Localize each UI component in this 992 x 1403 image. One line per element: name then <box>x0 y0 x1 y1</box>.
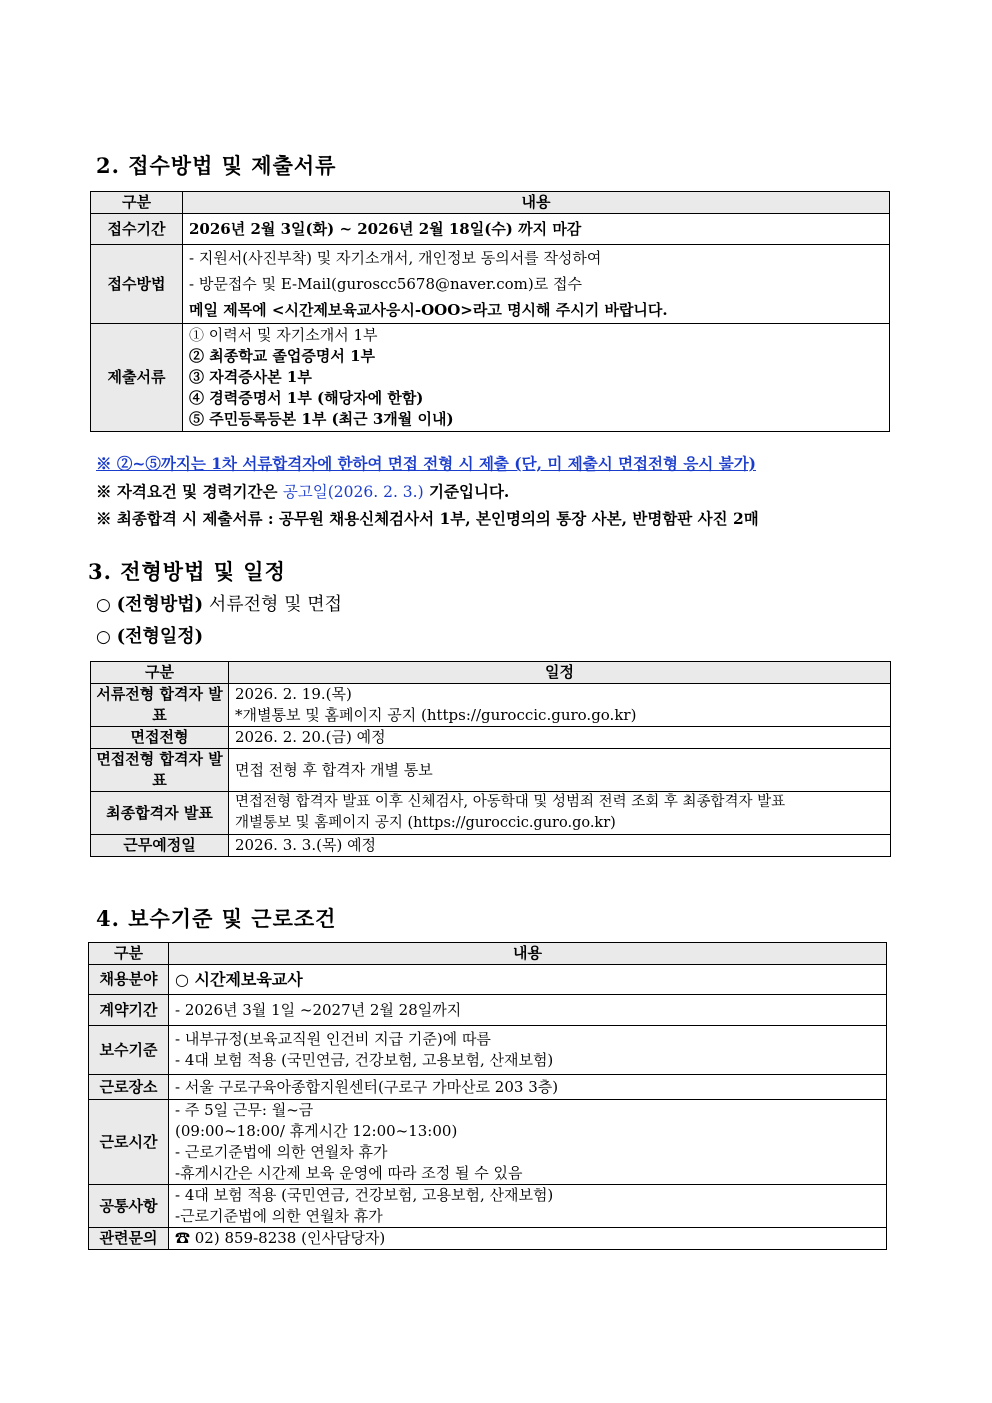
schedule-label-start-date: 근무예정일 <box>91 835 229 857</box>
doc-item: ④ 경력증명서 1부 (해당자에 한함) <box>189 389 424 407</box>
cond-line: - 내부규정(보육교직원 인건비 지급 기준)에 따름 <box>175 1030 491 1048</box>
cond-label-location: 근로장소 <box>89 1075 169 1100</box>
schedule-table <box>90 661 891 857</box>
schedule-value <box>229 684 891 727</box>
note-qualification-prefix: ※ 자격요건 및 경력기간은 <box>96 482 283 501</box>
cond-label-inquiry: 관련문의 <box>89 1228 169 1250</box>
header-category: 구분 <box>89 943 169 965</box>
header-content: 내용 <box>169 943 887 965</box>
schedule-value: 면접 전형 후 합격자 개별 통보 <box>229 749 891 792</box>
docs-label: 제출서류 <box>91 324 183 432</box>
note-announce-date: 공고일(2026. 2. 3.) <box>282 483 424 501</box>
cond-line: - 주 5일 근무: 월~금 <box>175 1101 314 1119</box>
method-label: 접수방법 <box>91 245 183 324</box>
selection-schedule <box>96 622 203 648</box>
method-content <box>183 245 890 324</box>
header-content: 내용 <box>183 192 890 214</box>
period-label: 접수기간 <box>91 214 183 245</box>
note-docs-submission: ※ ②~⑤까지는 1차 서류합격자에 한하여 면접 전형 시 제출 (단, 미 제출시 면접전형 응시 불가) <box>96 454 756 473</box>
note-final-docs: ※ 최종합격 시 제출서류 : 공무원 채용신체검사서 1부, 본인명의의 통장 사본, 반명함판 사진 2매 <box>96 509 759 528</box>
cond-label-common: 공통사항 <box>89 1185 169 1228</box>
period-value: 2026년 2월 3일(화) ~ 2026년 2월 18일(수) 까지 마감 <box>183 214 890 245</box>
method-line: - 지원서(사진부착) 및 자기소개서, 개인정보 동의서를 작성하여 <box>189 249 602 267</box>
header-schedule: 일정 <box>229 662 891 684</box>
schedule-line: 개별통보 및 홈페이지 공지 (https://guroccic.guro.go.kr) <box>235 815 616 831</box>
cond-label-field: 채용분야 <box>89 965 169 995</box>
cond-label-hours: 근로시간 <box>89 1100 169 1185</box>
cond-line: - 4대 보험 적용 (국민연금, 건강보험, 고용보험, 산재보험) <box>175 1186 554 1204</box>
note-qualification-suffix: 기준입니다. <box>423 482 510 501</box>
cond-line: -휴게시간은 시간제 보육 운영에 따라 조정 될 수 있음 <box>175 1164 523 1182</box>
doc-item: ⑤ 주민등록등본 1부 (최근 3개월 이내) <box>189 410 454 428</box>
docs-content <box>183 324 890 432</box>
schedule-label-document-result: 서류전형 합격자 발표 <box>91 684 229 727</box>
selection-schedule-label: (전형일정) <box>116 626 204 647</box>
submission-table <box>90 191 890 432</box>
schedule-value <box>229 792 891 835</box>
cond-line: - 4대 보험 적용 (국민연금, 건강보험, 고용보험, 산재보험) <box>175 1051 554 1069</box>
cond-value: ☎ 02) 859-8238 (인사담당자) <box>169 1228 887 1250</box>
schedule-label-interview-result: 면접전형 합격자 발표 <box>91 749 229 792</box>
schedule-label-final-result: 최종합격자 발표 <box>91 792 229 835</box>
schedule-line: *개별통보 및 홈페이지 공지 (https://guroccic.guro.go.kr) <box>235 706 637 724</box>
cond-line: (09:00~18:00/ 휴게시간 12:00~13:00) <box>175 1122 458 1140</box>
circle-bullet-icon: ○ <box>96 627 111 647</box>
doc-item: ② 최종학교 졸업증명서 1부 <box>189 347 376 365</box>
cond-value <box>169 1100 887 1185</box>
cond-label-salary: 보수기준 <box>89 1026 169 1075</box>
cond-line: - 근로기준법에 의한 연월차 휴가 <box>175 1143 388 1161</box>
section4-title: 4. 보수기준 및 근로조건 <box>96 906 337 931</box>
cond-label-contract: 계약기간 <box>89 995 169 1026</box>
cond-value: - 서울 구로구육아종합지원센터(구로구 가마산로 203 3층) <box>169 1075 887 1100</box>
method-line: 메일 제목에 <시간제보육교사응시-OOO>라고 명시해 주시기 바랍니다. <box>189 301 668 319</box>
doc-item: ① 이력서 및 자기소개서 1부 <box>189 326 378 344</box>
header-category: 구분 <box>91 662 229 684</box>
header-category: 구분 <box>91 192 183 214</box>
schedule-value: 2026. 2. 20.(금) 예정 <box>229 727 891 749</box>
selection-method <box>96 590 342 616</box>
cond-line: -근로기준법에 의한 연월차 휴가 <box>175 1207 383 1225</box>
conditions-table <box>88 942 887 1250</box>
method-line: - 방문접수 및 E-Mail(guroscc5678@naver.com)로 접수 <box>189 275 582 293</box>
schedule-line: 면접전형 합격자 발표 이후 신체검사, 아동학대 및 성범죄 전력 조회 후 최종합격자 발표 <box>235 794 786 810</box>
note-qualification <box>96 480 509 502</box>
cond-value: ○ 시간제보육교사 <box>169 965 887 995</box>
schedule-line: 2026. 2. 19.(목) <box>235 685 352 703</box>
selection-method-label: (전형방법) <box>116 594 204 615</box>
schedule-value: 2026. 3. 3.(목) 예정 <box>229 835 891 857</box>
schedule-label-interview: 면접전형 <box>91 727 229 749</box>
cond-value <box>169 1185 887 1228</box>
circle-bullet-icon: ○ <box>96 595 111 615</box>
selection-method-value: 서류전형 및 면접 <box>203 594 343 615</box>
cond-value: - 2026년 3월 1일 ~2027년 2월 28일까지 <box>169 995 887 1026</box>
doc-item: ③ 자격증사본 1부 <box>189 368 312 386</box>
section3-title: 3. 전형방법 및 일정 <box>88 559 286 584</box>
cond-value <box>169 1026 887 1075</box>
section2-title: 2. 접수방법 및 제출서류 <box>96 153 337 178</box>
